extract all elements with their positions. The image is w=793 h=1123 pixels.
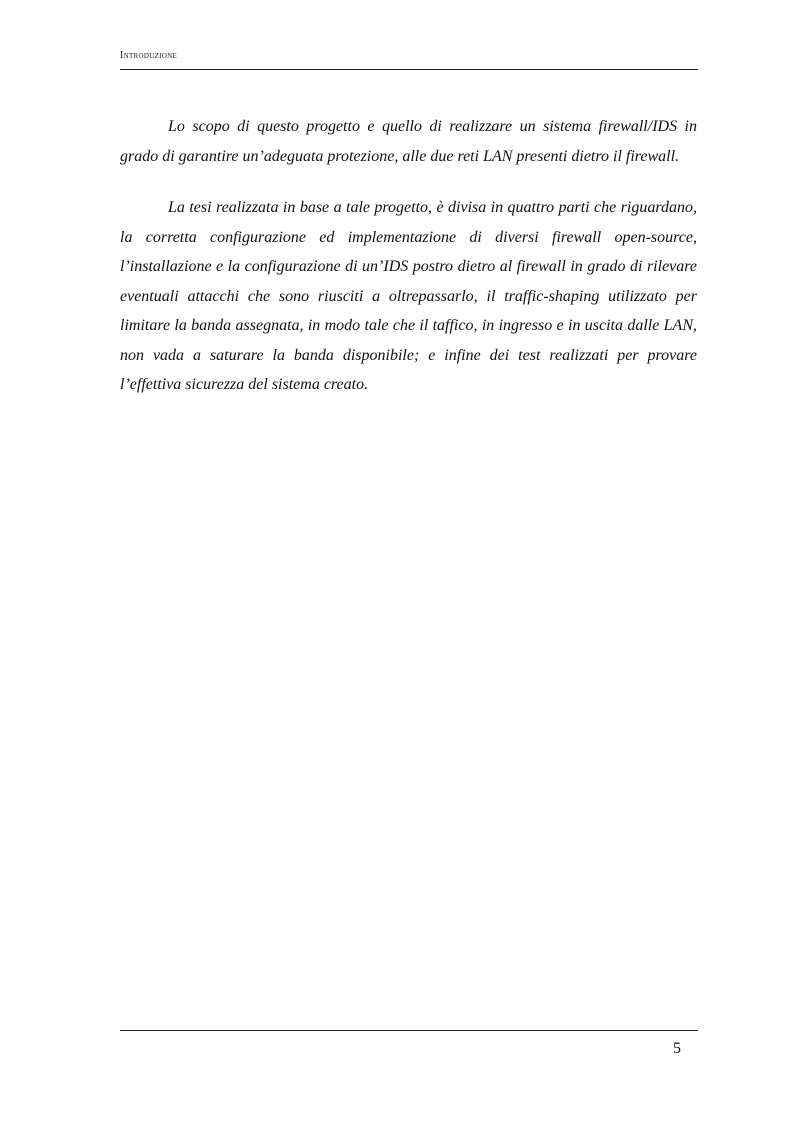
footer-divider [120,1030,698,1031]
main-text-block [120,112,697,422]
running-header-title: Introduzione [120,50,178,61]
page-number: 5 [673,1040,681,1057]
paragraph-thesis-structure: La tesi realizzata in base a tale progetto, è divisa in quattro parti che riguardano, la corretta configurazione ed implementazione di diversi firewall open-source, l’installazione e la configurazione di un’IDS postro dietro al firewall in grado di rilevare eventuali attacchi che sono riusciti a oltrepassarlo, il traffic-shaping utilizzato per limitare la banda assegnata, in modo tale che il taffico, in ingresso e in uscita dalle LAN, non vada a saturare la banda disponibile; e infine dei test realizzati per provare l’effettiva sicurezza del sistema creato. [120,199,697,393]
paragraph-project-goal: Lo scopo di questo progetto e quello di realizzare un sistema firewall/IDS in grado di garantire un’adeguata protezione, alle due reti LAN presenti dietro il firewall. [120,118,697,165]
header-divider [120,69,698,70]
